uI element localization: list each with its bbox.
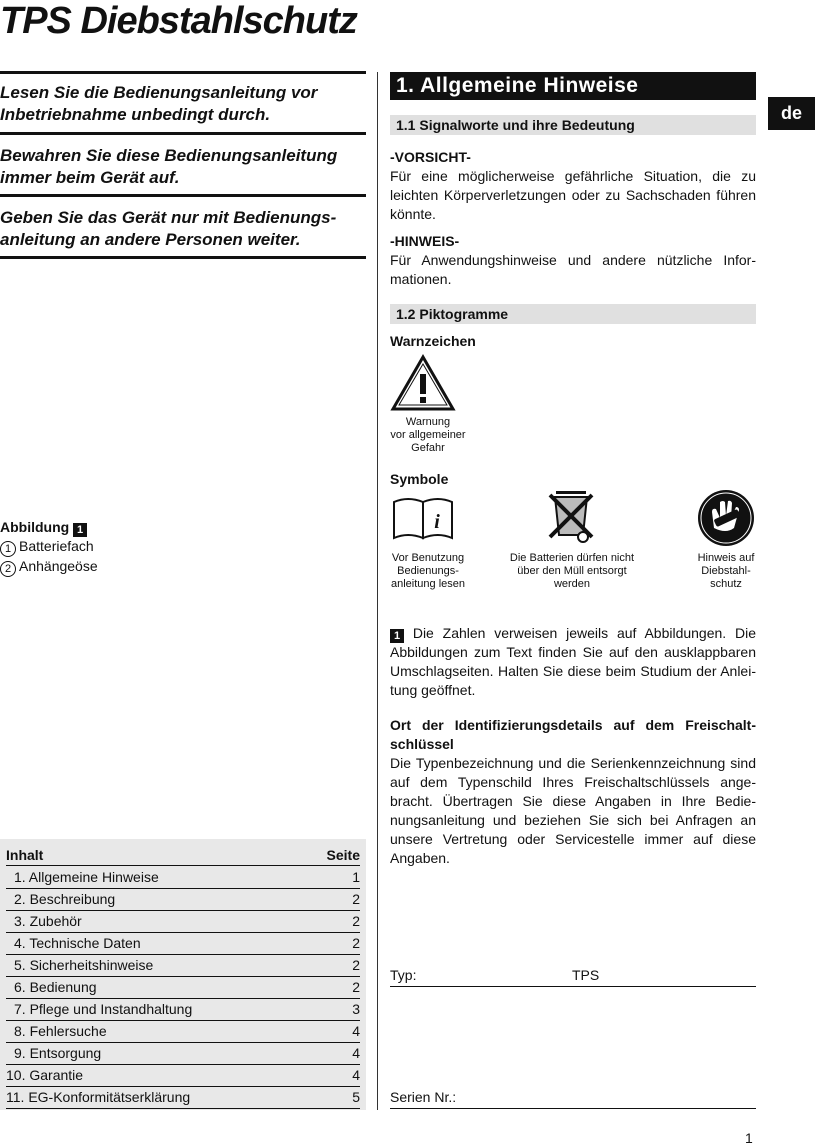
section-heading: 1. Allgemeine Hinweise: [390, 72, 756, 100]
toc-title: 3. Zubehör: [14, 913, 82, 929]
crossed-out-bin-icon: [546, 487, 596, 545]
toc-page: 2: [352, 913, 360, 929]
toc-title: 5. Sicherheitshinweise: [14, 957, 154, 973]
symbols-heading: Symbole: [390, 471, 449, 487]
caption-line: Bedienungs-: [397, 565, 459, 577]
theft-protection-icon: [696, 488, 756, 548]
serial-number-field[interactable]: [390, 1088, 756, 1109]
toc-title: 10. Garantie: [6, 1067, 84, 1083]
symbol-caption-manual: [386, 552, 470, 591]
toc-row[interactable]: [6, 867, 360, 889]
toc-page: 3: [352, 1001, 360, 1017]
caption-line: Vor Benutzung: [391, 552, 465, 564]
toc-row[interactable]: [6, 977, 360, 999]
legend-item: Anhängeöse: [19, 558, 98, 574]
toc-row[interactable]: [6, 1087, 360, 1109]
caption-line: über den Müll entsorgt: [517, 565, 627, 577]
table-of-contents: [0, 839, 366, 1110]
page-title: TPS Diebstahlschutz: [0, 0, 357, 42]
toc-page: 2: [352, 979, 360, 995]
caption-line: Diebstahl-: [701, 565, 751, 577]
toc-page: 1: [352, 869, 360, 885]
language-tab: de: [768, 97, 815, 130]
toc-row[interactable]: [6, 889, 360, 911]
toc-page: 2: [352, 935, 360, 951]
svg-text:i: i: [434, 511, 440, 533]
divider: [0, 256, 366, 259]
caption-line: Gefahr: [411, 442, 445, 454]
notice-keep-manual: Bewahren Sie diese Bedienungsanleitung immer beim Gerät auf.: [0, 146, 338, 187]
divider: [0, 132, 366, 135]
figure-reference-note: [390, 624, 756, 700]
caption-line: schutz: [710, 578, 742, 590]
toc-title: 8. Fehlersuche: [14, 1023, 107, 1039]
vorsicht-block: [390, 148, 756, 224]
read-manual-icon: [392, 496, 454, 540]
subsection-heading: 1.1 Signalworte und ihre Bedeutung: [390, 115, 756, 135]
toc-row[interactable]: [6, 1065, 360, 1087]
toc-row[interactable]: [6, 1021, 360, 1043]
toc-row[interactable]: [6, 999, 360, 1021]
column-divider: [377, 72, 378, 1110]
toc-row[interactable]: [6, 1043, 360, 1065]
signal-word-hinweis: -HINWEIS-: [390, 233, 460, 249]
toc-header: [6, 847, 360, 866]
toc-page: 4: [352, 1045, 360, 1061]
warning-triangle-icon: [390, 354, 456, 412]
symbol-caption-battery: [505, 552, 639, 591]
toc-page: 4: [352, 1023, 360, 1039]
serial-label: Serien Nr.:: [390, 1089, 457, 1105]
caption-line: Hinweis auf: [697, 552, 755, 564]
toc-title: 11. EG-Konformitätserklärung: [6, 1089, 191, 1105]
hinweis-text: Für Anwendungshinweise und andere nützliche Infor-mationen.: [390, 252, 756, 287]
warn-caption: [386, 416, 470, 455]
toc-page: 2: [352, 957, 360, 973]
legend-number: 1: [0, 541, 16, 557]
symbol-caption-theft: [688, 552, 764, 591]
hinweis-block: [390, 232, 756, 289]
legend-number: 2: [0, 561, 16, 577]
caption-line: Warnung: [405, 416, 451, 428]
toc-title: 2. Beschreibung: [14, 891, 116, 907]
toc-page: 2: [352, 891, 360, 907]
toc-header-label: Inhalt: [6, 847, 44, 863]
caption-line: vor allgemeiner: [390, 429, 466, 441]
toc-title: 1. Allgemeine Hinweise: [14, 869, 159, 885]
figure-number-badge: 1: [390, 629, 404, 643]
toc-page-header: Seite: [326, 847, 360, 863]
toc-row[interactable]: [6, 911, 360, 933]
toc-page: 4: [352, 1067, 360, 1083]
caption-line: Die Batterien dürfen nicht: [509, 552, 635, 564]
identification-block: [390, 716, 756, 868]
caption-line: anleitung lesen: [390, 578, 465, 590]
notice-read-manual: Lesen Sie die Bedienungsanleitung vor Inbetriebnahme unbedingt durch.: [0, 83, 318, 124]
toc-title: 9. Entsorgung: [14, 1045, 102, 1061]
type-value: TPS: [572, 967, 600, 983]
figure-label: Abbildung: [0, 519, 70, 535]
identification-text: Die Typenbezeichnung und die Serienkennzeichnung sind auf dem Typenschild Ihres Freischaltschlüssels ange-bracht. Übertragen Sie diese Angaben in Ihre Bedie-nungsanleitung und beziehen Sie sich bei Anfragen an unsere Vertretung oder Servicestelle immer auf diese Angaben.: [390, 755, 756, 866]
warn-heading: Warnzeichen: [390, 333, 476, 349]
type-label: Typ:: [390, 967, 417, 983]
legend-item: Batteriefach: [19, 538, 94, 554]
signal-word-vorsicht: -VORSICHT-: [390, 149, 471, 165]
toc-title: 6. Bedienung: [14, 979, 97, 995]
toc-title: 4. Technische Daten: [14, 935, 141, 951]
identification-heading: Ort der Identifizierungsdetails auf dem Freischalt-schlüssel: [390, 717, 756, 752]
toc-title: 7. Pflege und Instandhaltung: [14, 1001, 193, 1017]
caption-line: werden: [553, 578, 591, 590]
page-number: 1: [745, 1130, 753, 1146]
figure-number-badge: 1: [73, 523, 87, 537]
toc-page: 5: [352, 1089, 360, 1105]
divider: [0, 71, 366, 74]
subsection-heading: 1.2 Piktogramme: [390, 304, 756, 324]
toc-row[interactable]: [6, 955, 360, 977]
figure-legend: [0, 518, 98, 577]
divider: [0, 194, 366, 197]
notice-pass-on: Geben Sie das Gerät nur mit Bedienungs-anleitung an andere Personen weiter.: [0, 208, 337, 249]
figure-reference-text: Die Zahlen verweisen jeweils auf Abbildungen. Die Abbildungen zum Text finden Sie auf den ausklappbaren Umschlagseiten. Halten Sie diese beim Studium der Anlei-tung geöffnet.: [390, 625, 756, 698]
toc-row[interactable]: [6, 933, 360, 955]
type-field[interactable]: [390, 966, 756, 987]
vorsicht-text: Für eine möglicherweise gefährliche Situation, die zu leichten Körperverletzungen oder zu Sachschaden führen könnte.: [390, 168, 756, 222]
